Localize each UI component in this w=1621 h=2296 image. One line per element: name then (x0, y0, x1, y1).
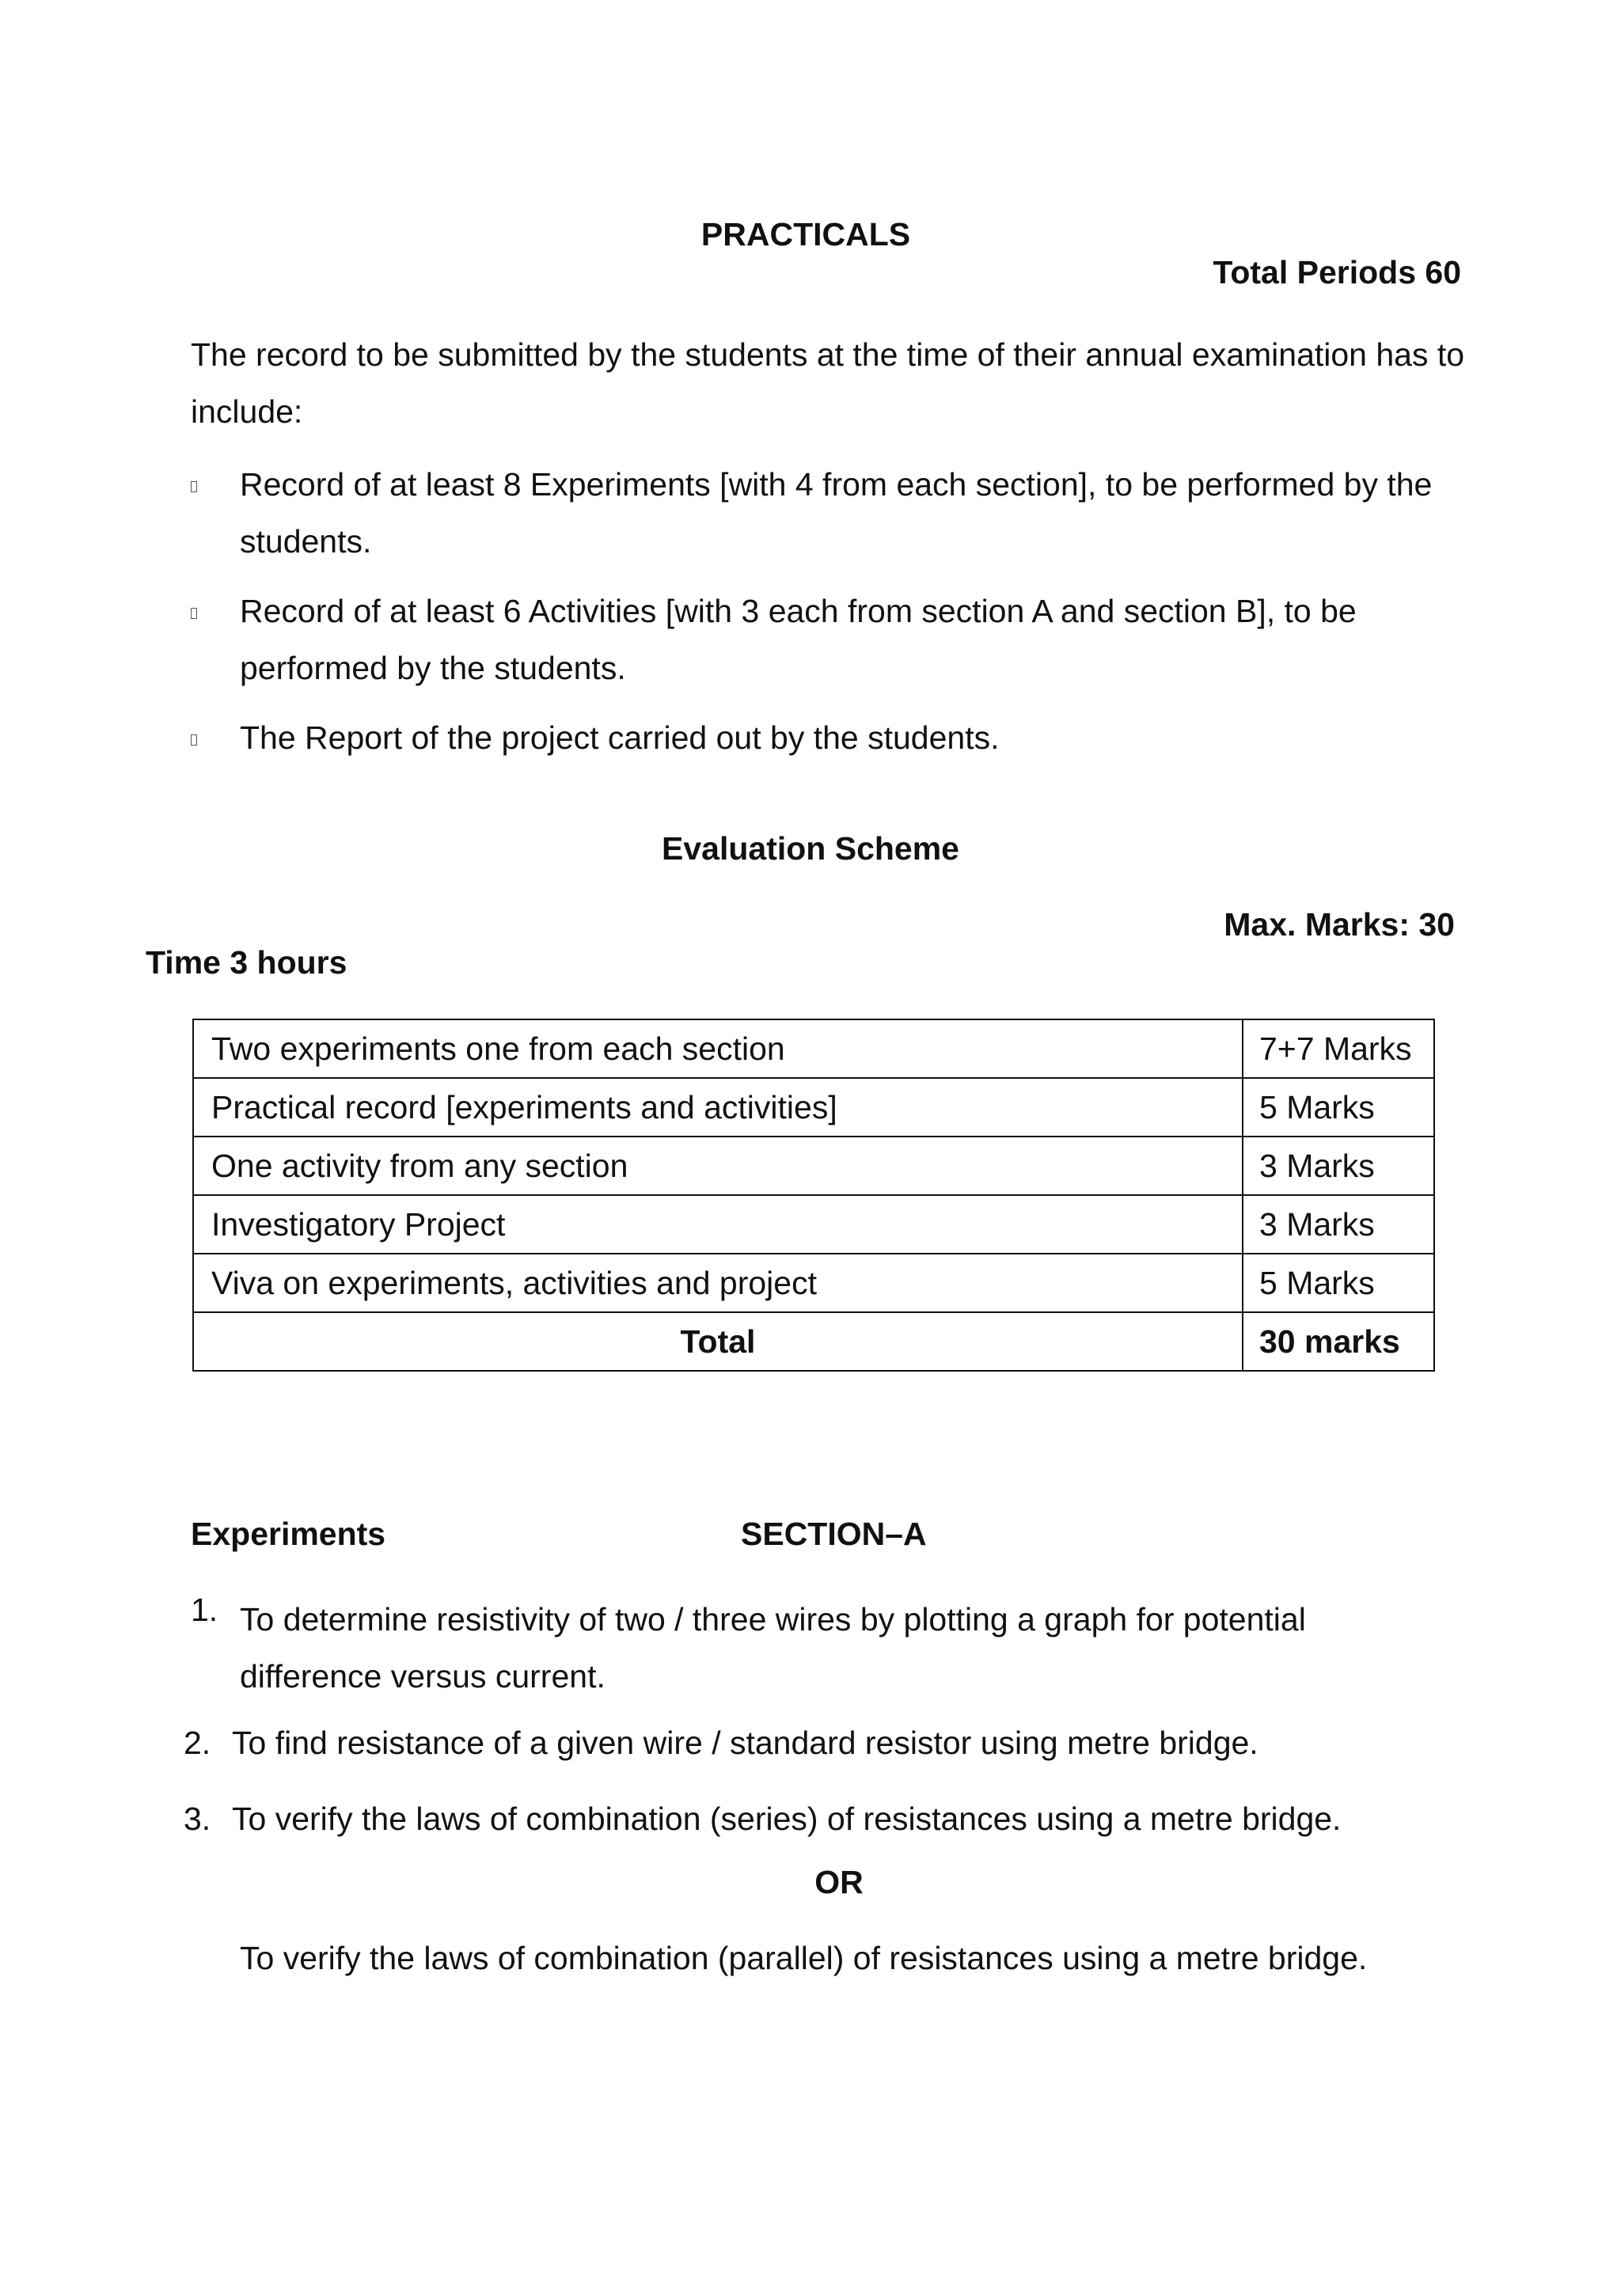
total-periods: Total Periods 60 (1213, 254, 1461, 290)
table-cell-marks: 5 Marks (1243, 1254, 1434, 1312)
table-cell-marks: 5 Marks (1243, 1078, 1434, 1137)
experiments-label: Experiments (191, 1516, 386, 1552)
table-row (193, 1195, 1434, 1254)
max-marks: Max. Marks: 30 (1224, 906, 1455, 943)
table-cell-marks: 3 Marks (1243, 1137, 1434, 1195)
bullet-icon (191, 734, 197, 746)
or-separator: OR (814, 1864, 864, 1900)
section-heading: SECTION–A (741, 1516, 927, 1552)
list-item: Record of at least 8 Experiments [with 4 from each section], to be performed by the students. (240, 466, 1433, 560)
table-row (193, 1078, 1434, 1137)
total-marks: 30 marks (1243, 1312, 1434, 1371)
list-item: Record of at least 6 Activities [with 3 each from section A and section B], to be performed by the students. (240, 593, 1357, 686)
alternative-item: To verify the laws of combination (parallel) of resistances using a metre bridge. (240, 1940, 1368, 1976)
list-item: The Report of the project carried out by the students. (240, 719, 1000, 756)
table-total-row (193, 1312, 1434, 1371)
table-cell-marks: 3 Marks (1243, 1195, 1434, 1254)
evaluation-title: Evaluation Scheme (662, 830, 959, 867)
table-row (193, 1019, 1434, 1078)
table-row (193, 1254, 1434, 1312)
marks-table (192, 1019, 1435, 1372)
list-item: To determine resistivity of two / three wires by plotting a graph for potential difference versus current. (240, 1601, 1306, 1694)
list-number: 2. (184, 1725, 211, 1761)
list-item: To find resistance of a given wire / standard resistor using metre bridge. (232, 1725, 1258, 1761)
list-item: To verify the laws of combination (series) of resistances using a metre bridge. (232, 1801, 1342, 1837)
table-cell-item: Two experiments one from each section (193, 1019, 1243, 1078)
page-title: PRACTICALS (700, 216, 911, 252)
table-cell-item: Investigatory Project (193, 1195, 1243, 1254)
table-cell-item: Practical record [experiments and activities] (193, 1078, 1243, 1137)
bullet-icon (191, 608, 197, 619)
list-number: 3. (184, 1801, 211, 1837)
intro-paragraph: The record to be submitted by the students at the time of their annual examination has to include: (191, 336, 1465, 430)
list-number: 1. (191, 1592, 218, 1628)
time-allowed: Time 3 hours (146, 944, 347, 981)
table-row (193, 1137, 1434, 1195)
table-cell-marks: 7+7 Marks (1243, 1019, 1434, 1078)
total-label: Total (193, 1312, 1243, 1371)
bullet-icon (191, 481, 197, 492)
table-cell-item: Viva on experiments, activities and project (193, 1254, 1243, 1312)
table-cell-item: One activity from any section (193, 1137, 1243, 1195)
